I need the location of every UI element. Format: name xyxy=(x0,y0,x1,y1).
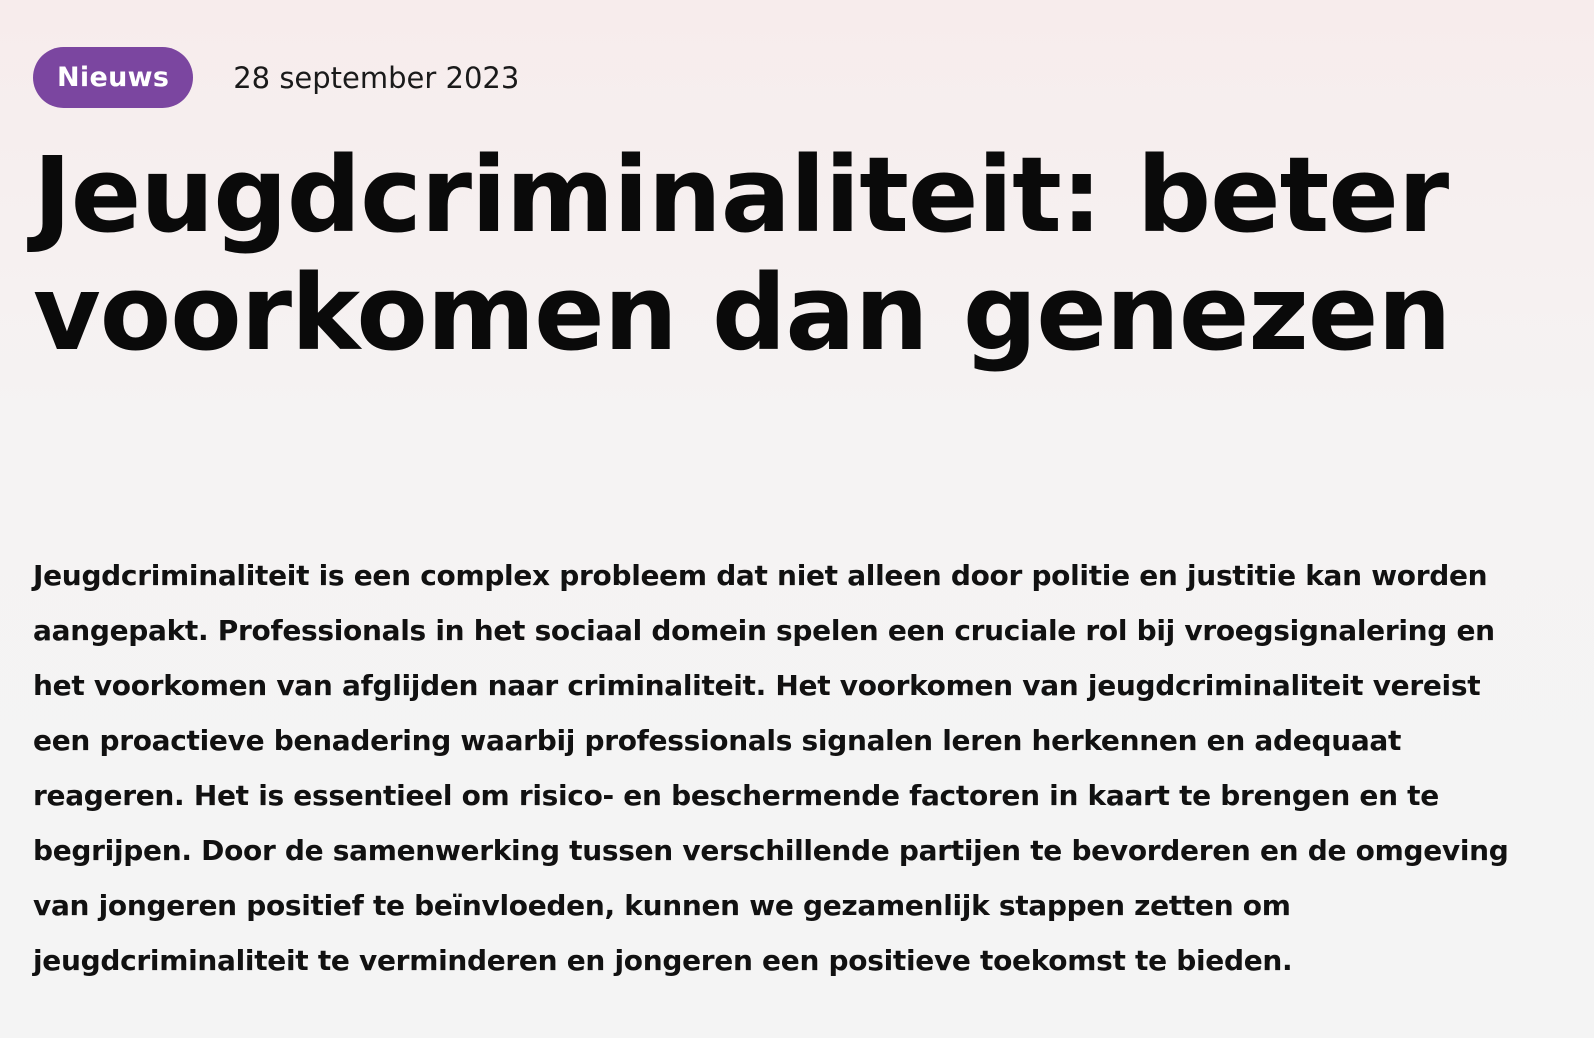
page-title: Jeugdcriminaliteit: beter voorkomen dan genezen xyxy=(33,134,1451,374)
article-body: Jeugdcriminaliteit is een complex probleem dat niet alleen door politie en justitie kan worden aangepakt. Professionals in het sociaal domein spelen een cruciale rol bij vroegsignalering en het voorkomen van afglijden naar criminaliteit. Het voorkomen van jeugdcriminaliteit vereist een proactieve benadering waarbij professionals signalen leren herkennen en adequaat reageren. Het is essentieel om risico- en beschermende factoren in kaart te brengen en te begrijpen. Door de samenwerking tussen verschillende partijen te bevorderen en de omgeving van jongeren positief te beïnvloeden, kunnen we gezamenlijk stappen zetten om jeugdcriminaliteit te verminderen en jongeren een positieve toekomst te bieden. xyxy=(33,559,1509,977)
category-tag[interactable]: Nieuws xyxy=(33,47,193,108)
publish-date: 28 september 2023 xyxy=(233,60,520,95)
news-article xyxy=(33,47,1533,988)
article-meta xyxy=(33,47,1533,108)
